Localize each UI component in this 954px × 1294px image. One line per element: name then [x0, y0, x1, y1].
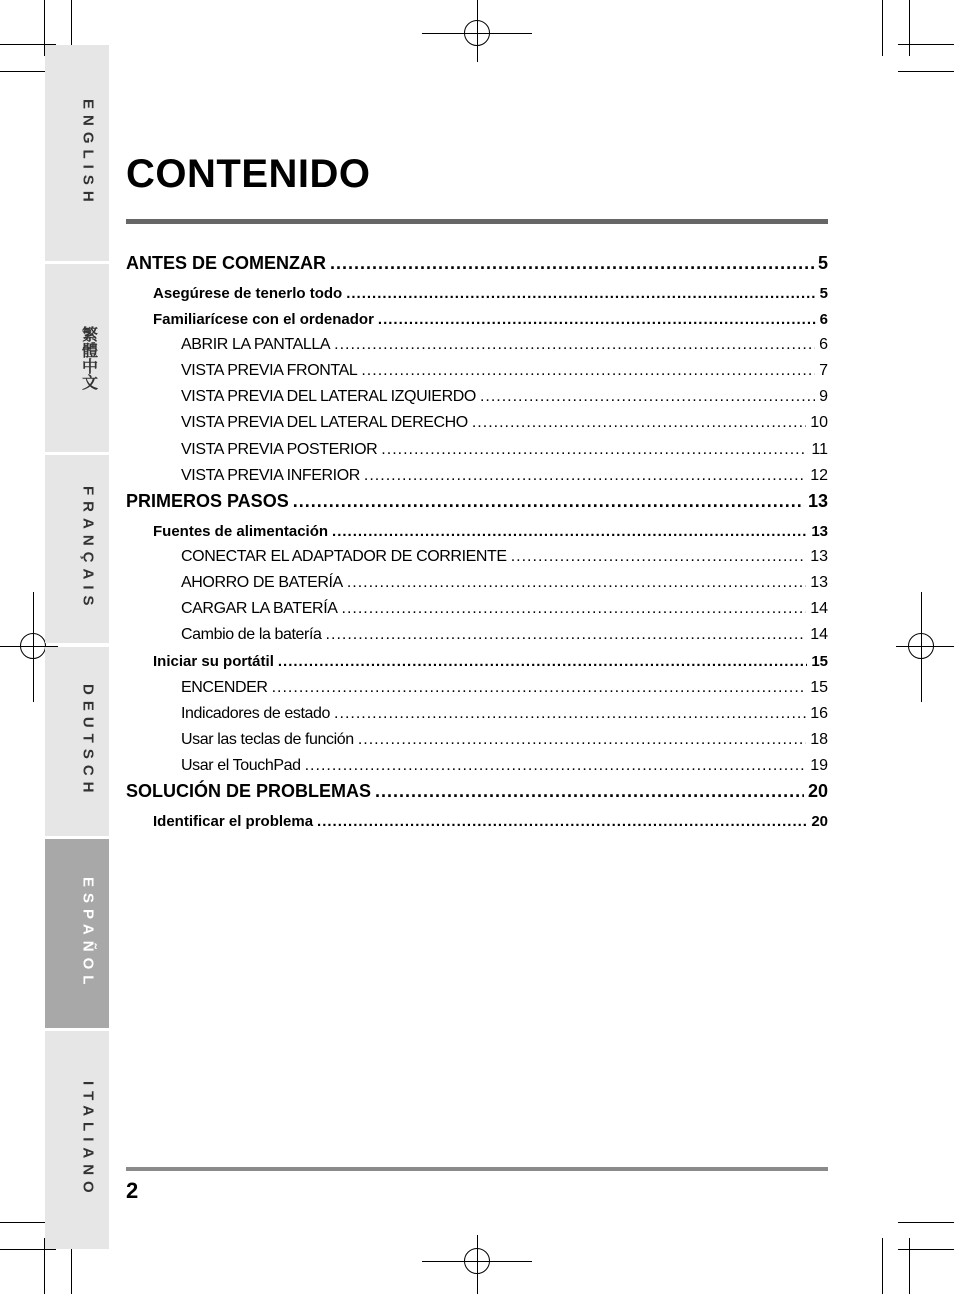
tab-label: ENGLISH: [79, 98, 97, 208]
toc-leader-dots: [334, 705, 806, 723]
toc-entry-page: 12: [810, 467, 828, 484]
toc-entry-title: CARGAR LA BATERÍA: [181, 600, 338, 617]
crop-mark: [882, 0, 883, 56]
toc-leader-dots: [347, 574, 806, 592]
crop-mark: [898, 44, 954, 45]
crop-mark: [898, 1222, 954, 1223]
toc-leader-dots: [272, 679, 807, 697]
toc-entry-page: 13: [810, 548, 828, 565]
toc-entry-title: Iniciar su portátil: [153, 653, 274, 670]
toc-entry[interactable]: [126, 650, 828, 670]
tab-english[interactable]: [45, 45, 109, 261]
toc-entry[interactable]: [126, 334, 828, 354]
toc-entry[interactable]: [126, 360, 828, 380]
toc-entry-title: Indicadores de estado: [181, 705, 331, 722]
toc-entry[interactable]: [126, 386, 828, 406]
toc-entry[interactable]: [126, 520, 828, 540]
toc-entry[interactable]: [126, 465, 828, 485]
toc-entry-title: VISTA PREVIA FRONTAL: [181, 362, 358, 379]
toc-entry-page: 5: [817, 253, 828, 273]
toc-leader-dots: [317, 813, 807, 830]
toc-entry-title: Usar el TouchPad: [181, 757, 301, 774]
language-tabs: [45, 45, 109, 1249]
toc-entry[interactable]: [126, 703, 828, 723]
tab-label: ITALIANO: [79, 1081, 97, 1199]
toc-entry-page: 14: [810, 600, 828, 617]
toc-entry-page: 13: [810, 574, 828, 591]
footer-divider: [126, 1167, 828, 1171]
crop-mark: [898, 71, 954, 72]
toc-entry-page: 10: [810, 414, 828, 431]
toc-leader-dots: [293, 491, 804, 512]
toc-entry[interactable]: [126, 729, 828, 749]
toc-leader-dots: [346, 285, 815, 302]
toc-entry-title: VISTA PREVIA DEL LATERAL IZQUIERDO: [181, 388, 476, 405]
toc-leader-dots: [342, 600, 807, 618]
toc-entry-page: 15: [811, 653, 828, 670]
toc-entry-page: 5: [819, 285, 828, 302]
toc-entry[interactable]: [126, 677, 828, 697]
toc-entry-page: 9: [819, 388, 828, 405]
toc-entry-title: Fuentes de alimentación: [153, 523, 329, 540]
page-number: 2: [126, 1178, 139, 1203]
toc-entry-page: 16: [810, 705, 828, 722]
toc-leader-dots: [364, 467, 806, 485]
toc-leader-dots: [361, 362, 815, 380]
page-title: CONTENIDO: [126, 152, 371, 196]
toc-leader-dots: [511, 548, 806, 566]
toc-entry-title: CONECTAR EL ADAPTADOR DE CORRIENTE: [181, 548, 507, 565]
toc-entry-page: 13: [807, 491, 828, 511]
toc-entry-title: ENCENDER: [181, 679, 268, 696]
toc-leader-dots: [375, 781, 804, 802]
crop-mark: [909, 0, 910, 56]
toc-entry[interactable]: [126, 624, 828, 644]
toc-entry-page: 6: [819, 336, 828, 353]
toc-entry[interactable]: [126, 572, 828, 592]
toc-entry[interactable]: [126, 412, 828, 432]
toc-entry[interactable]: [126, 810, 828, 830]
title-divider: [126, 219, 828, 224]
toc-leader-dots: [378, 311, 816, 328]
toc-entry[interactable]: [126, 282, 828, 302]
tab-label: 繁體中文: [79, 326, 97, 390]
toc-entry-title: Cambio de la batería: [181, 626, 322, 643]
tab-label: DEUTSCH: [79, 684, 97, 799]
toc-leader-dots: [358, 731, 806, 749]
toc-entry-page: 19: [810, 757, 828, 774]
toc-leader-dots: [472, 414, 806, 432]
crop-mark: [882, 1238, 883, 1294]
toc-entry-title: Familiarícese con el ordenador: [153, 311, 374, 328]
tab-italiano[interactable]: [45, 1031, 109, 1249]
toc-entry[interactable]: [126, 439, 828, 459]
toc-leader-dots: [480, 388, 815, 406]
toc-entry-title: Usar las teclas de función: [181, 731, 354, 748]
toc-leader-dots: [326, 626, 807, 644]
tab-deutsch[interactable]: [45, 647, 109, 836]
toc-entry-title: VISTA PREVIA POSTERIOR: [181, 441, 378, 458]
toc-entry-page: 6: [819, 311, 828, 328]
toc-entry-title: Asegúrese de tenerlo todo: [153, 285, 343, 302]
toc-entry[interactable]: [126, 252, 828, 274]
toc-entry-page: 20: [807, 781, 828, 801]
toc-entry-page: 18: [810, 731, 828, 748]
toc-leader-dots: [332, 523, 807, 540]
toc-entry-title: Identificar el problema: [153, 813, 314, 830]
toc-leader-dots: [305, 757, 807, 775]
toc-leader-dots: [381, 441, 807, 459]
tab-espanol[interactable]: [45, 839, 109, 1028]
toc-leader-dots: [278, 653, 807, 670]
tab-label: FRANÇAIS: [79, 486, 97, 612]
toc-entry[interactable]: [126, 780, 828, 802]
toc-entry-title: AHORRO DE BATERÍA: [181, 574, 343, 591]
toc-entry-title: ANTES DE COMENZAR: [126, 253, 327, 273]
toc-leader-dots: [334, 336, 815, 354]
toc-entry-page: 14: [810, 626, 828, 643]
toc-entry-page: 7: [819, 362, 828, 379]
toc-entry[interactable]: [126, 490, 828, 512]
toc-entry-title: SOLUCIÓN DE PROBLEMAS: [126, 781, 372, 801]
toc-entry-title: ABRIR LA PANTALLA: [181, 336, 331, 353]
tab-chinese[interactable]: [45, 264, 109, 452]
toc-entry-page: 11: [811, 441, 828, 458]
toc-entry[interactable]: [126, 755, 828, 775]
toc-entry-title: PRIMEROS PASOS: [126, 491, 289, 511]
toc-entry[interactable]: [126, 308, 828, 328]
toc-entry-page: 13: [811, 523, 828, 540]
crop-mark: [898, 1249, 954, 1250]
toc-entry[interactable]: [126, 546, 828, 566]
toc-entry-title: VISTA PREVIA DEL LATERAL DERECHO: [181, 414, 468, 431]
crop-mark: [0, 1249, 56, 1250]
crop-mark: [909, 1238, 910, 1294]
tab-francais[interactable]: [45, 455, 109, 643]
toc-entry-page: 20: [811, 813, 828, 830]
tab-label: ESPAÑOL: [79, 876, 97, 991]
toc-entry-title: VISTA PREVIA INFERIOR: [181, 467, 360, 484]
toc-leader-dots: [330, 253, 814, 274]
toc-entry-page: 15: [810, 679, 828, 696]
toc-entry[interactable]: [126, 598, 828, 618]
